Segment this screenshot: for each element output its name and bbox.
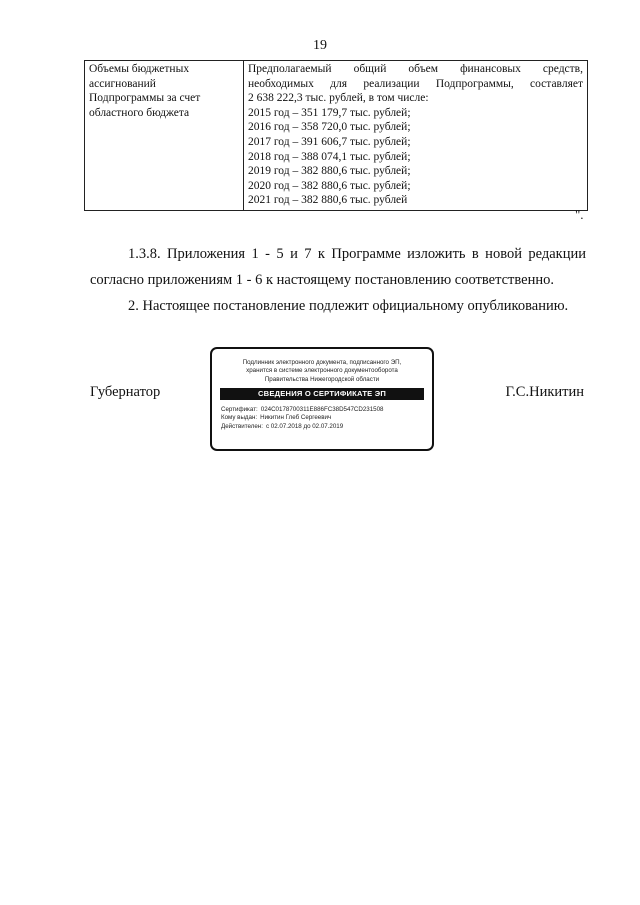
page-number: 19 xyxy=(313,38,327,53)
year-line: 2018 год – 388 074,1 тыс. рублей; xyxy=(248,150,411,163)
stamp-cert-label: Сертификат: xyxy=(221,406,258,414)
e-signature-stamp xyxy=(210,347,434,451)
stamp-valid-row xyxy=(221,423,432,431)
label-line: Подпрограммы за счет xyxy=(89,92,201,105)
year-line: 2021 год – 382 880,6 тыс. рублей xyxy=(248,194,408,207)
signer-title: Губернатор xyxy=(90,384,161,400)
paragraph-2: 2. Настоящее постановление подлежит официальному опубликованию. xyxy=(128,297,569,314)
table-row xyxy=(85,61,588,211)
year-line: 2020 год – 382 880,6 тыс. рублей; xyxy=(248,179,411,192)
year-line: 2019 год – 382 880,6 тыс. рублей; xyxy=(248,165,411,178)
stamp-issued-row xyxy=(221,414,432,422)
stamp-banner: СВЕДЕНИЯ О СЕРТИФИКАТЕ ЭП xyxy=(220,388,424,400)
stamp-issued-value: Никитин Глеб Сергеевич xyxy=(260,414,332,422)
signer-name: Г.С.Никитин xyxy=(505,384,584,400)
intro-line: Предполагаемый общий объем финансовых средств, xyxy=(248,63,583,75)
stamp-line: хранится в системе электронного документооборота xyxy=(246,367,398,375)
intro-line: 2 638 222,3 тыс. рублей, в том числе: xyxy=(248,92,429,105)
stamp-cert-value: 024C0178700311E886FC38D547CD231508 xyxy=(260,406,384,414)
stamp-line: Правительства Нижегородской области xyxy=(264,375,380,383)
paragraph-1-3-8: 1.3.8. Приложения 1 - 5 и 7 к Программе изложить в новой редакции согласно приложениям 1 - 6 к настоящему постановлению соответственно. xyxy=(90,245,586,288)
stamp-details xyxy=(221,406,432,431)
stamp-header xyxy=(212,359,432,384)
label-line: ассигнований xyxy=(89,77,156,90)
table-label-cell xyxy=(85,61,244,211)
table-value-cell xyxy=(244,61,588,211)
stamp-issued-label: Кому выдан: xyxy=(221,414,258,422)
year-line: 2015 год – 351 179,7 тыс. рублей; xyxy=(248,106,411,119)
year-line: 2016 год – 358 720,0 тыс. рублей; xyxy=(248,121,411,134)
label-line: областного бюджета xyxy=(89,106,190,119)
year-line: 2017 год – 391 606,7 тыс. рублей; xyxy=(248,135,411,148)
budget-table xyxy=(84,60,588,211)
label-line: Объемы бюджетных xyxy=(89,63,190,75)
closing-quote-mark: ". xyxy=(575,207,584,222)
stamp-line: Подлинник электронного документа, подписанного ЭП, xyxy=(242,359,402,366)
stamp-valid-value: с 02.07.2018 до 02.07.2019 xyxy=(265,422,344,430)
stamp-valid-label: Действителен: xyxy=(221,422,263,430)
stamp-cert-row xyxy=(221,406,432,414)
intro-line: необходимых для реализации Подпрограммы, составляет xyxy=(248,77,583,90)
